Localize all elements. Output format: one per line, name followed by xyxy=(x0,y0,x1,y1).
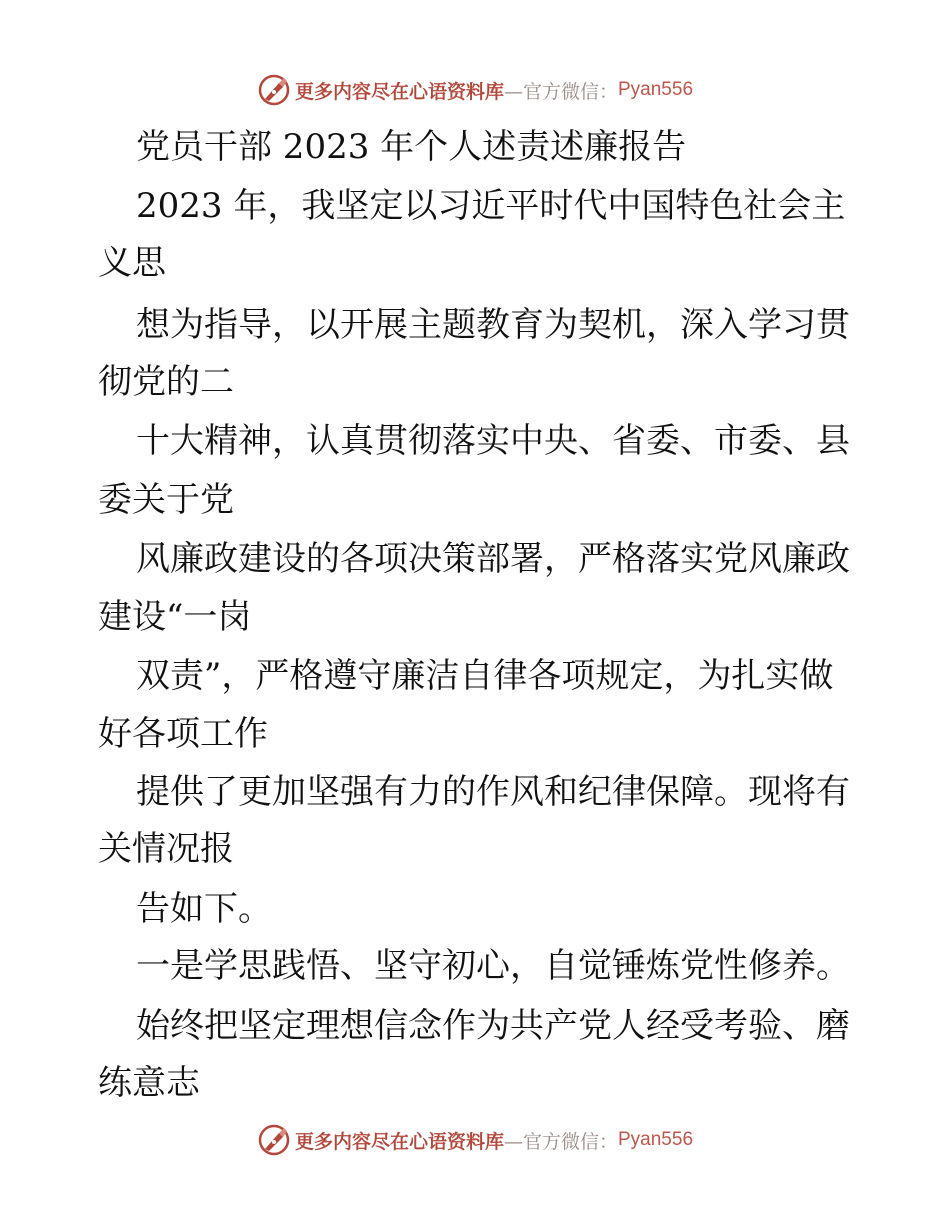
watermark-separator: —官方微信： xyxy=(503,80,618,103)
pen-nib-logo-icon xyxy=(257,1123,291,1157)
paragraph-line: 想为指导，以开展主题教育为契机，深入学习贯 xyxy=(136,305,850,345)
paragraph-line: 十大精神，认真贯彻落实中央、省委、市委、县 xyxy=(136,421,850,461)
pen-nib-logo-icon xyxy=(257,73,291,107)
section-heading: 一是学思践悟、坚守初心，自觉锤炼党性修养。 xyxy=(136,946,850,986)
paragraph-line: 委关于党 xyxy=(98,480,234,520)
footer-watermark xyxy=(0,1120,950,1160)
watermark-wechat-id: Pyan556 xyxy=(618,1129,694,1150)
paragraph-line: 彻党的二 xyxy=(98,362,234,402)
watermark-brand: 更多内容尽在心语资料库 xyxy=(294,80,504,103)
paragraph-line: 提供了更加坚强有力的作风和纪律保障。现将有 xyxy=(136,772,850,812)
paragraph-line: 双责”，严格遵守廉洁自律各项规定，为扎实做 xyxy=(136,656,834,696)
paragraph-line: 告如下。 xyxy=(136,889,272,929)
header-watermark xyxy=(0,70,950,110)
paragraph-line: 练意志 xyxy=(98,1063,200,1103)
watermark-separator: —官方微信： xyxy=(503,1130,618,1153)
watermark-brand: 更多内容尽在心语资料库 xyxy=(294,1130,504,1153)
watermark-wechat-id: Pyan556 xyxy=(618,79,694,100)
paragraph-line: 2023 年，我坚定以习近平时代中国特色社会主 xyxy=(136,186,846,226)
paragraph-line: 义思 xyxy=(98,243,166,283)
paragraph-line: 始终把坚定理想信念作为共产党人经受考验、磨 xyxy=(136,1006,850,1046)
document-title: 党员干部 2023 年个人述责述廉报告 xyxy=(136,127,687,167)
paragraph-line: 好各项工作 xyxy=(98,714,268,754)
paragraph-line: 关情况报 xyxy=(98,829,234,869)
paragraph-line: 风廉政建设的各项决策部署，严格落实党风廉政 xyxy=(136,539,850,579)
paragraph-line: 建设“一岗 xyxy=(98,597,252,637)
